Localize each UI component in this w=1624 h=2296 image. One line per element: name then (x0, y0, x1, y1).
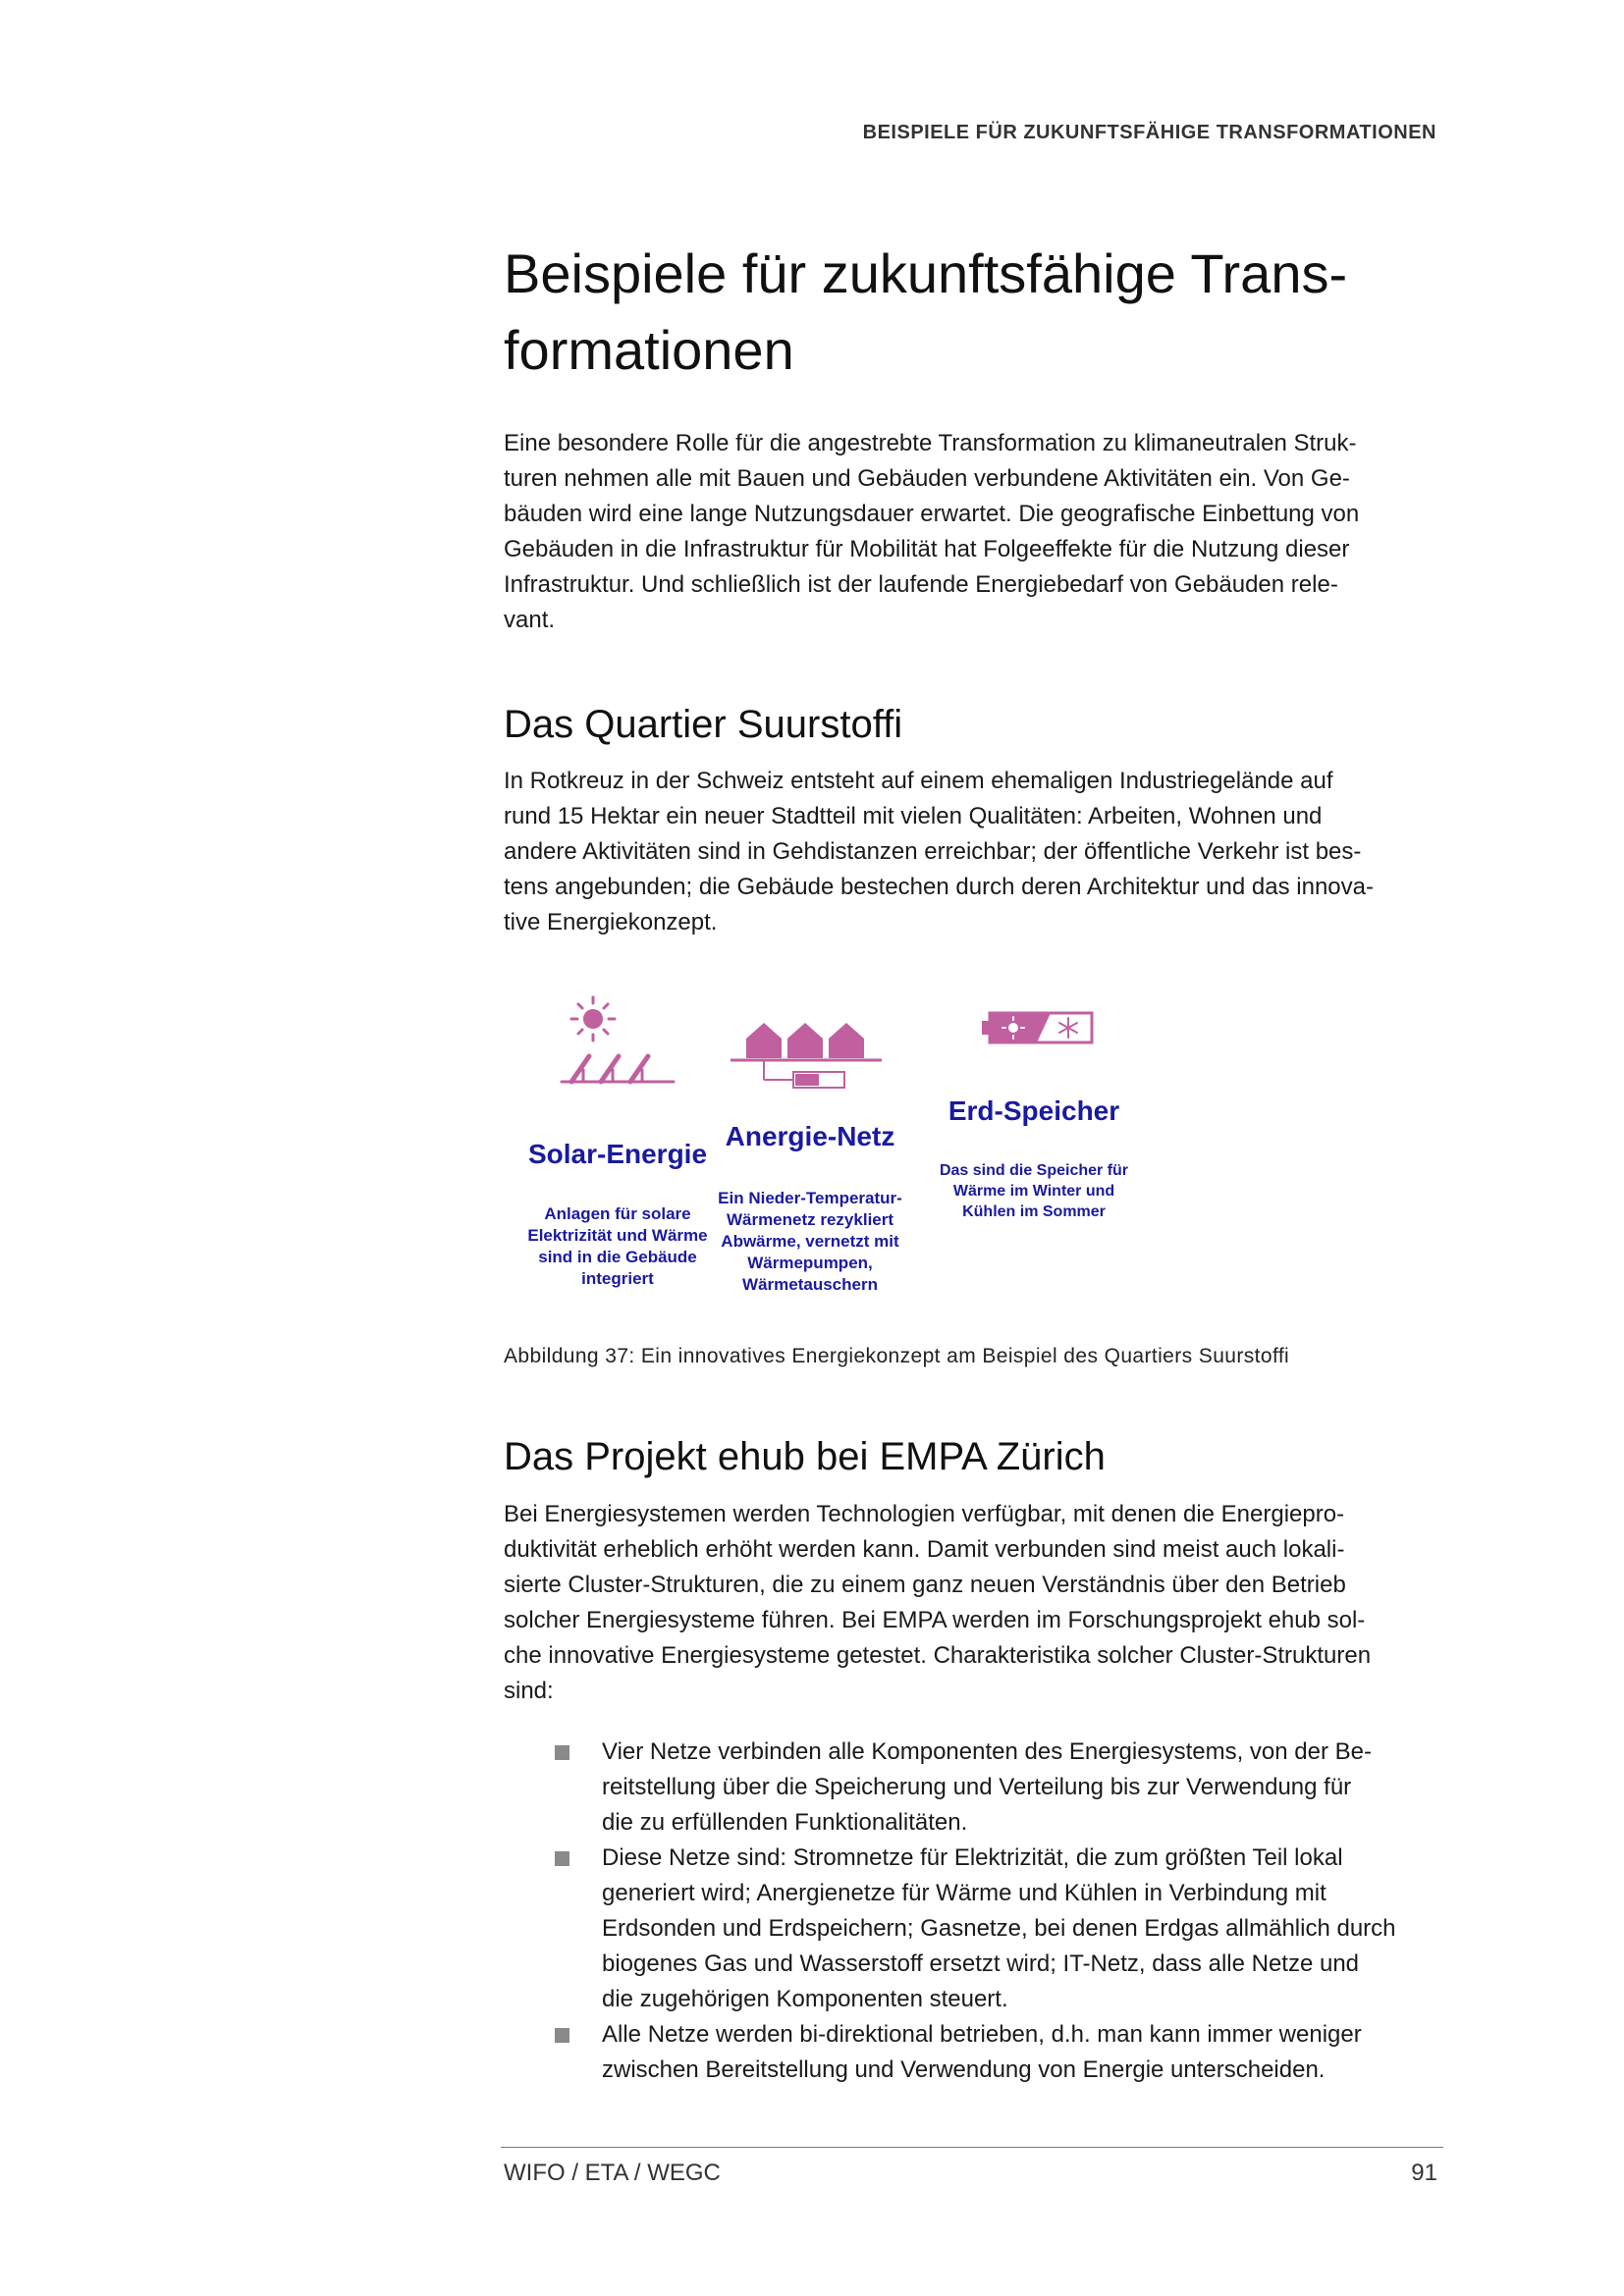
text-line: Gebäuden in die Infrastruktur für Mobilität hat Folgeeffekte für die Nutzung dieser (504, 536, 1350, 562)
text-line: che innovative Energiesysteme getestet. Charakteristika solcher Cluster-Strukturen (504, 1642, 1372, 1669)
text-line: die zu erfüllenden Funktionalitäten. (602, 1809, 968, 1836)
text-line: solcher Energiesysteme führen. Bei EMPA werden im Forschungsprojekt ehub sol- (504, 1607, 1366, 1633)
energy-concept-figure (504, 991, 1289, 1325)
section-title-suurstoffi: Das Quartier Suurstoffi (504, 703, 903, 746)
desc-line: integriert (581, 1269, 654, 1288)
list-item (555, 2017, 1438, 2088)
figure-column-anergy (692, 991, 928, 1296)
desc-line: Abwärme, vernetzt mit (721, 1232, 899, 1251)
text-line: biogenes Gas und Wasserstoff ersetzt wird; IT-Netz, dass alle Netze und (602, 1950, 1360, 1977)
text-line: vant. (504, 607, 556, 633)
text-line: duktivität erheblich erhöht werden kann. Damit verbunden sind meist auch lokali- (504, 1536, 1345, 1563)
text-line: rund 15 Hektar ein neuer Stadtteil mit vielen Qualitäten: Arbeiten, Wohnen und (504, 803, 1323, 829)
text-line: Bei Energiesystemen werden Technologien verfügbar, mit denen die Energiepro- (504, 1501, 1345, 1527)
page-title (504, 236, 1446, 389)
suurstoffi-paragraph (504, 764, 1436, 940)
desc-line: Wärmepumpen, (747, 1254, 873, 1272)
text-line: Diese Netze sind: Stromnetze für Elektrizität, die zum größten Teil lokal (602, 1844, 1343, 1871)
figure-column-storage (916, 991, 1152, 1222)
figure-description (692, 1188, 928, 1296)
characteristics-list (555, 1735, 1438, 2088)
square-bullet-icon (555, 1745, 569, 1760)
page-title-line: formationen (504, 319, 794, 381)
desc-line: Anlagen für solare (544, 1204, 691, 1223)
desc-line: Elektrizität und Wärme (527, 1226, 708, 1245)
solar-panel-icon (554, 991, 681, 1090)
list-item (555, 1735, 1438, 1841)
text-line: Eine besondere Rolle für die angestrebte Transformation zu klimaneutralen Struk- (504, 430, 1357, 456)
figure-title: Anergie-Netz (725, 1121, 895, 1151)
text-line: Alle Netze werden bi-direktional betrieben, d.h. man kann immer weniger (602, 2021, 1362, 2048)
figure-caption: Abbildung 37: Ein innovatives Energiekonzept am Beispiel des Quartiers Suurstoffi (504, 1345, 1290, 1367)
square-bullet-icon (555, 1851, 569, 1866)
desc-line: Wärmenetz rezykliert (726, 1210, 894, 1229)
intro-paragraph (504, 426, 1436, 638)
desc-line: Wärme im Winter und (952, 1183, 1115, 1200)
text-line: bäuden wird eine lange Nutzungsdauer erwartet. Die geografische Einbettung von (504, 501, 1360, 527)
list-item (555, 1841, 1438, 2017)
footer-divider (501, 2147, 1443, 2148)
ground-storage-icon (970, 1001, 1098, 1099)
text-line: In Rotkreuz in der Schweiz entsteht auf einem ehemaligen Industriegelände auf (504, 768, 1333, 794)
desc-line: Ein Nieder-Temperatur- (718, 1189, 902, 1207)
footer-institutions: WIFO / ETA / WEGC (504, 2160, 721, 2186)
desc-line: Das sind die Speicher für (939, 1162, 1129, 1179)
running-header: BEISPIELE FÜR ZUKUNFTSFÄHIGE TRANSFORMATIONEN (862, 122, 1436, 143)
text-line: reitstellung über die Speicherung und Verteilung bis zur Verwendung für (602, 1774, 1352, 1800)
text-line: sierte Cluster-Strukturen, die zu einem ganz neuen Verständnis über den Betrieb (504, 1572, 1346, 1598)
text-line: tens angebunden; die Gebäude bestechen durch deren Architektur und das innova- (504, 874, 1374, 900)
text-line: tive Energiekonzept. (504, 909, 718, 935)
text-line: Erdsonden und Erdspeichern; Gasnetze, bei denen Erdgas allmählich durch (602, 1915, 1396, 1942)
figure-description (916, 1160, 1152, 1222)
desc-line: sind in die Gebäude (538, 1248, 697, 1266)
desc-line: Wärmetauschern (742, 1275, 878, 1294)
anergy-network-icon (727, 1001, 893, 1099)
text-line: die zugehörigen Komponenten steuert. (602, 1986, 1008, 2012)
section-title-ehub: Das Projekt ehub bei EMPA Zürich (504, 1435, 1106, 1478)
figure-title: Erd-Speicher (947, 1095, 1120, 1126)
page-title-line: Beispiele für zukunftsfähige Trans- (504, 242, 1348, 304)
text-line: sind: (504, 1678, 554, 1704)
ehub-paragraph (504, 1497, 1436, 1709)
page-number: 91 (1411, 2160, 1437, 2186)
text-line: andere Aktivitäten sind in Gehdistanzen erreichbar; der öffentliche Verkehr ist bes- (504, 838, 1362, 865)
text-line: generiert wird; Anergienetze für Wärme und Kühlen in Verbindung mit (602, 1880, 1326, 1906)
figure-title: Solar-Energie (527, 1139, 708, 1169)
text-line: zwischen Bereitstellung und Verwendung von Energie unterscheiden. (602, 2056, 1326, 2083)
text-line: Infrastruktur. Und schließlich ist der laufende Energiebedarf von Gebäuden rele- (504, 571, 1338, 598)
text-line: Vier Netze verbinden alle Komponenten des Energiesystems, von der Be- (602, 1738, 1372, 1765)
desc-line: Kühlen im Sommer (962, 1203, 1106, 1220)
square-bullet-icon (555, 2028, 569, 2043)
text-line: turen nehmen alle mit Bauen und Gebäuden verbundene Aktivitäten ein. Von Ge- (504, 465, 1350, 492)
